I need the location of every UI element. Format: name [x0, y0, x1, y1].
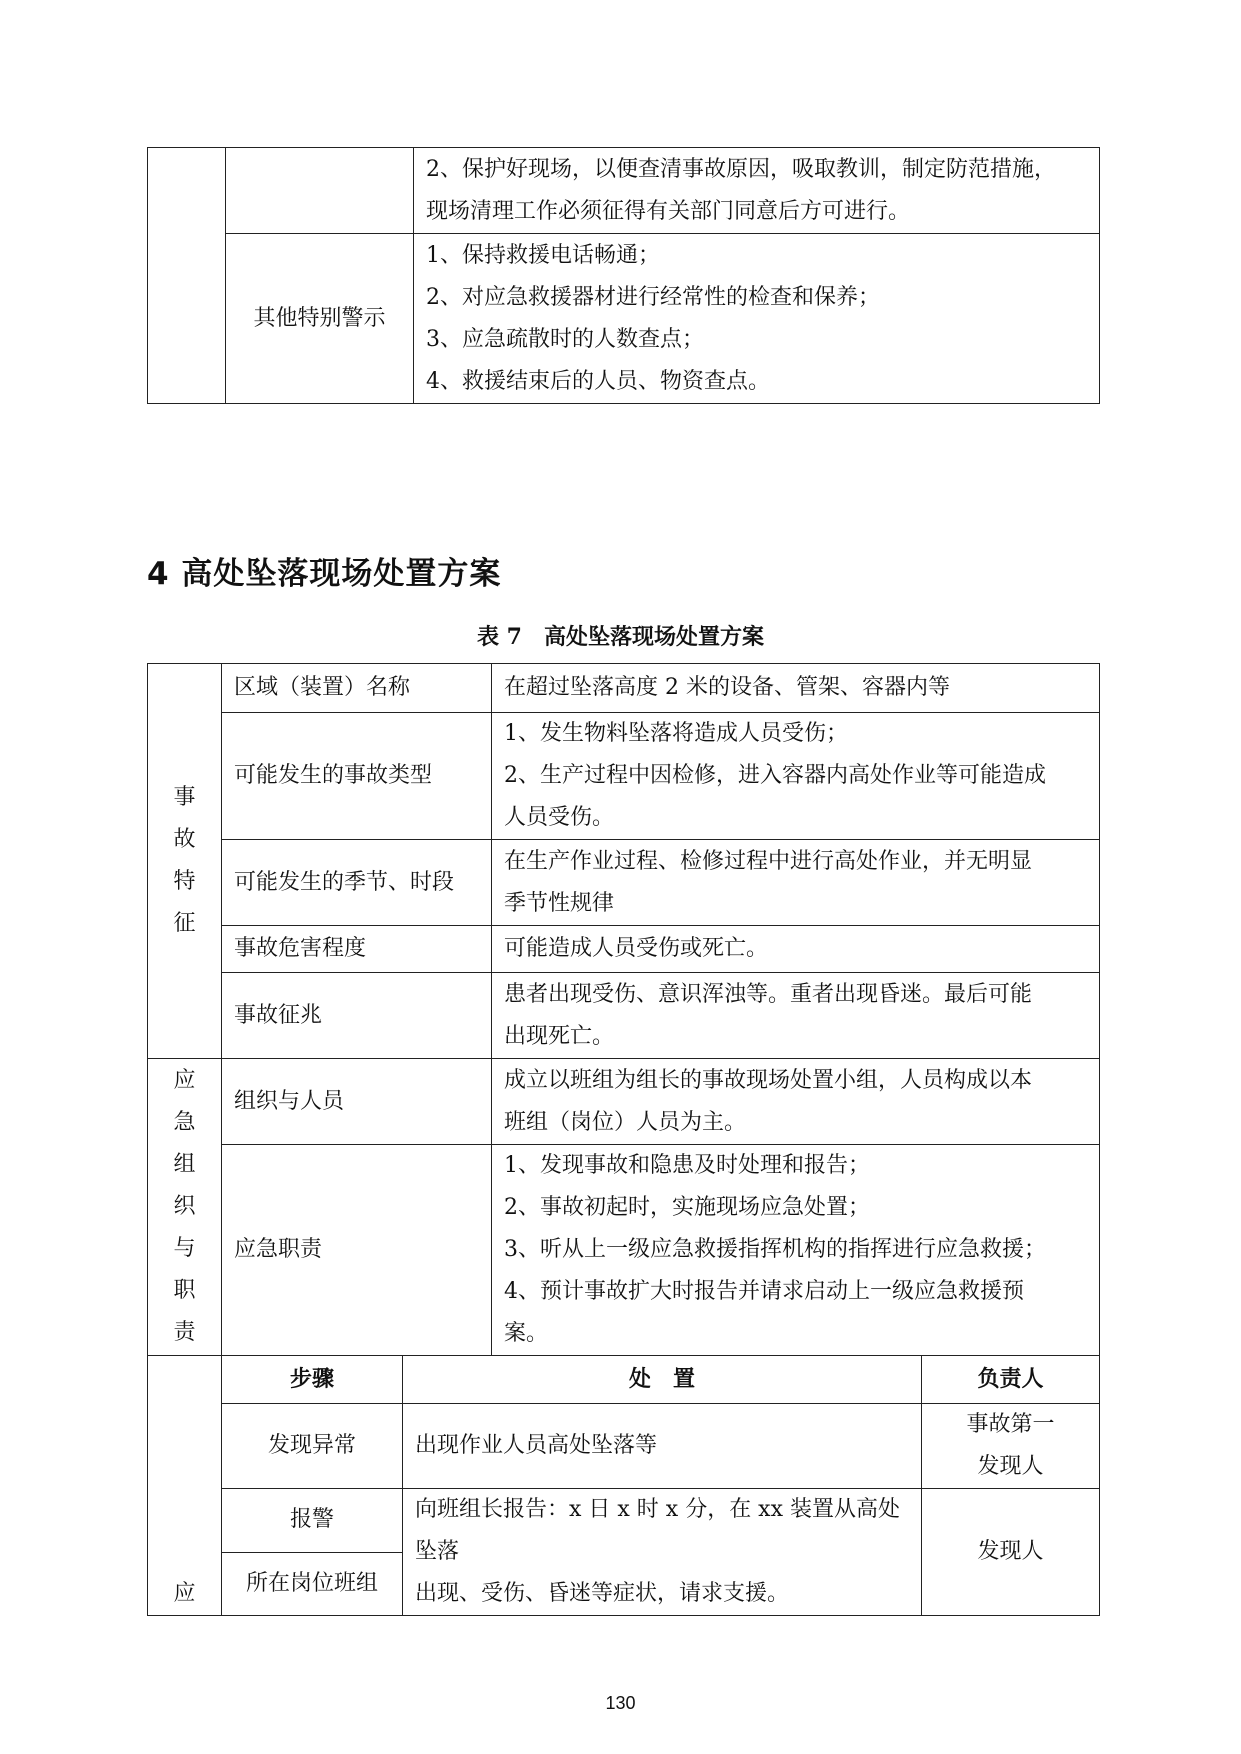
- row-content-accident-type: 1、发生物料坠落将造成人员受伤； 2、生产过程中因检修，进入容器内高处作业等可能造成 人员受伤。: [492, 713, 1100, 840]
- group-label-emergency-organization: 应 急 组 织 与 职 责: [148, 1059, 222, 1356]
- page-number: 130: [605, 1693, 636, 1713]
- row-label-signs: 事故征兆: [222, 973, 492, 1059]
- row-content-signs: 患者出现受伤、意识浑浊等。重者出现昏迷。最后可能 出现死亡。: [492, 973, 1100, 1059]
- row-label-season: 可能发生的季节、时段: [222, 840, 492, 926]
- step-alarm-post: 所在岗位班组: [222, 1552, 403, 1616]
- top-row2-content: 1、保持救援电话畅通； 2、对应急救援器材进行经常性的检查和保养； 3、应急疏散时的人数查点； 4、救援结束后的人员、物资查点。: [414, 234, 1100, 404]
- step-alarm: 报警: [222, 1489, 403, 1553]
- row-label-severity: 事故危害程度: [222, 926, 492, 973]
- row-content-organization: 成立以班组为组长的事故现场处置小组，人员构成以本 班组（岗位）人员为主。: [492, 1059, 1100, 1145]
- row-content-area: 在超过坠落高度 2 米的设备、管架、容器内等: [492, 664, 1100, 713]
- main-table: [147, 663, 1100, 1616]
- section-heading: 4 高处坠落现场处置方案: [147, 556, 502, 592]
- table-caption: 表 7 高处坠落现场处置方案: [477, 624, 764, 650]
- group-label-response: 应: [148, 1356, 222, 1616]
- step-alarm-action: 向班组长报告：x 日 x 时 x 分，在 xx 装置从高处坠落 出现、受伤、昏迷等症状，请求支援。: [403, 1489, 922, 1616]
- group-label-accident-features: 事 故 特 征: [148, 664, 222, 1059]
- step-alarm-owner: 发现人: [922, 1489, 1100, 1616]
- row-content-severity: 可能造成人员受伤或死亡。: [492, 926, 1100, 973]
- top-row1-content: 2、保护好现场，以便查清事故原因，吸取教训，制定防范措施， 现场清理工作必须征得有关部门同意后方可进行。: [414, 148, 1100, 234]
- step-discover: 发现异常: [222, 1404, 403, 1489]
- row-content-season: 在生产作业过程、检修过程中进行高处作业，并无明显 季节性规律: [492, 840, 1100, 926]
- top-row2-label: 其他特别警示: [226, 234, 414, 404]
- row-label-duties: 应急职责: [222, 1145, 492, 1356]
- row-label-accident-type: 可能发生的事故类型: [222, 713, 492, 840]
- steps-header-action: 处 置: [403, 1356, 922, 1404]
- top-group-cell: [148, 148, 226, 404]
- step-discover-owner: 事故第一 发现人: [922, 1404, 1100, 1489]
- steps-header-owner: 负责人: [922, 1356, 1100, 1404]
- top-table: [147, 147, 1100, 404]
- row-label-organization: 组织与人员: [222, 1059, 492, 1145]
- top-row1-label: [226, 148, 414, 234]
- row-content-duties: 1、发现事故和隐患及时处理和报告； 2、事故初起时，实施现场应急处置； 3、听从上一级应急救援指挥机构的指挥进行应急救援； 4、预计事故扩大时报告并请求启动上一级应急救援预 案。: [492, 1145, 1100, 1356]
- steps-header-step: 步骤: [222, 1356, 403, 1404]
- step-discover-action: 出现作业人员高处坠落等: [403, 1404, 922, 1489]
- row-label-area: 区域（装置）名称: [222, 664, 492, 713]
